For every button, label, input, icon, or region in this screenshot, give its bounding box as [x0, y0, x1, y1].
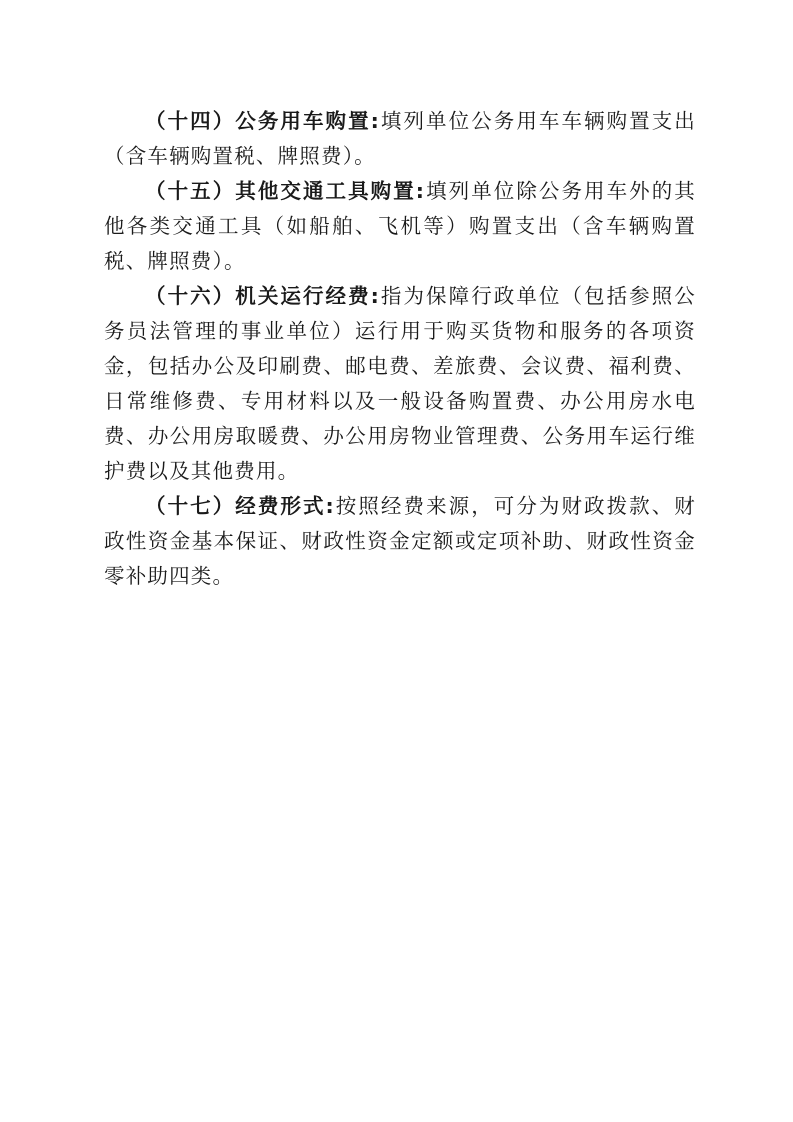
paragraph-text: 按照经费来源，可分为财政拨款、财政性资金基本保证、财政性资金定额或定项补助、财政性资金零补助四类。 — [104, 494, 697, 588]
document-body — [104, 104, 696, 594]
paragraph-text: 填列单位除公务用车外的其他各类交通工具（如船舶、飞机等）购置支出（含车辆购置税、牌照费）。 — [104, 179, 696, 273]
paragraph-official-vehicle-purchase — [104, 104, 696, 174]
paragraph-heading: （十七）经费形式: — [145, 494, 335, 518]
paragraph-heading: （十六）机关运行经费: — [145, 284, 381, 308]
paragraph-funding-form — [104, 489, 696, 594]
paragraph-other-transport-purchase — [104, 174, 696, 279]
paragraph-heading: （十四）公务用车购置: — [145, 109, 381, 133]
paragraph-agency-operating-expenses — [104, 279, 696, 489]
paragraph-text: 填列单位公务用车车辆购置支出（含车辆购置税、牌照费）。 — [104, 109, 696, 168]
paragraph-heading: （十五）其他交通工具购置: — [145, 179, 426, 203]
paragraph-text: 指为保障行政单位（包括参照公务员法管理的事业单位）运行用于购买货物和服务的各项资金，包括办公及印刷费、邮电费、差旅费、会议费、福利费、日常维修费、专用材料以及一般设备购置费、办公用房水电费、办公用房取暖费、办公用房物业管理费、公务用车运行维护费以及其他费用。 — [104, 284, 696, 483]
